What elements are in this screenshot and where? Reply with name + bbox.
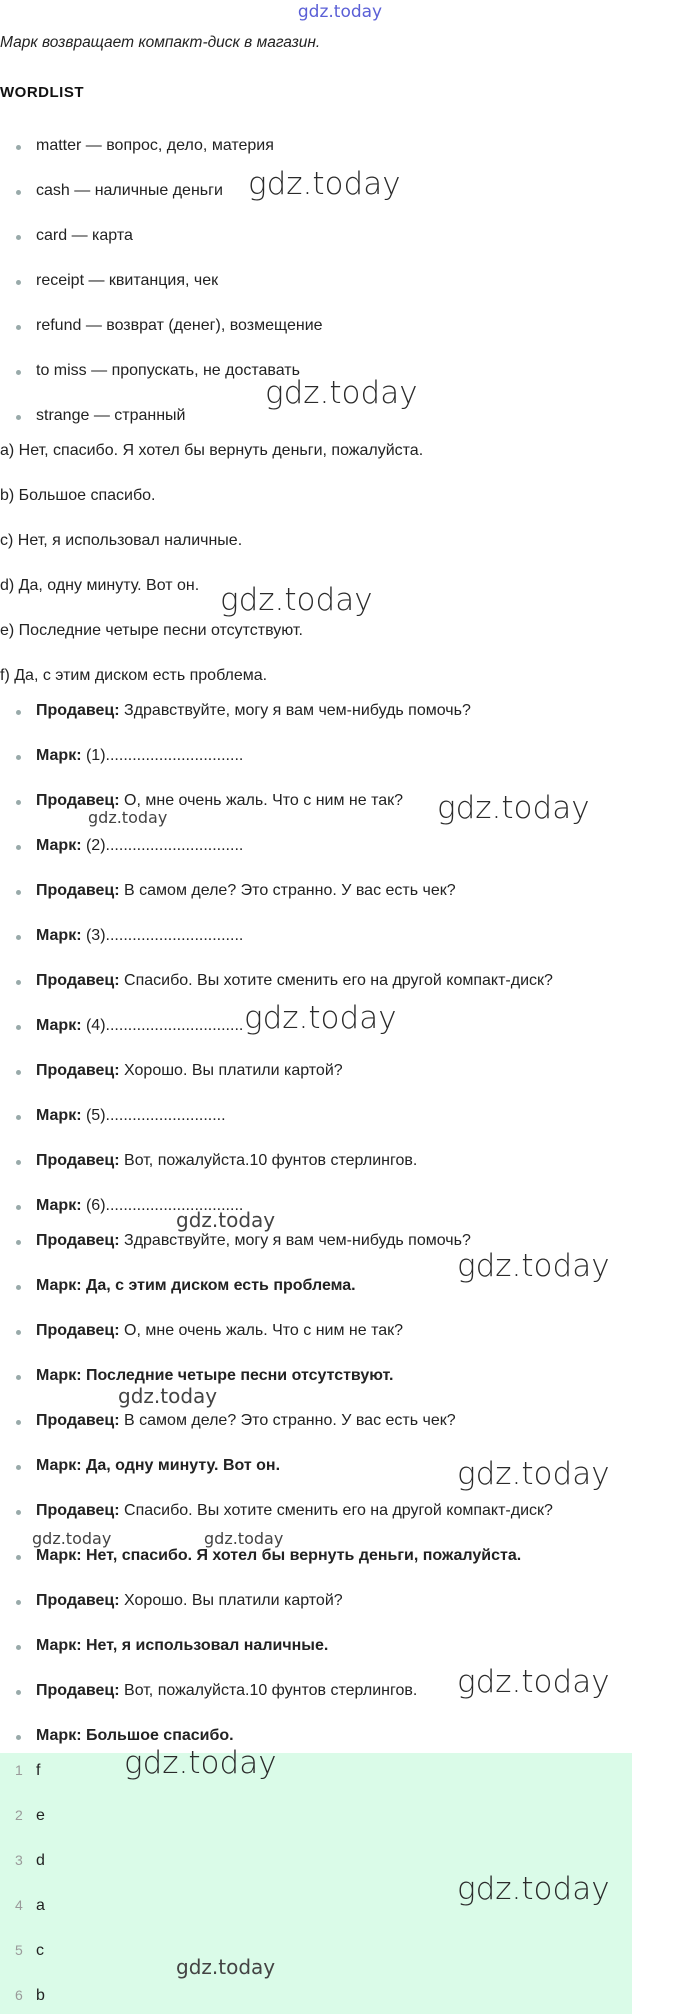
dialogue-line (0, 1232, 471, 1250)
dialogue-line (0, 1277, 356, 1295)
wordlist-item: matter — вопрос, дело, материя (0, 137, 274, 155)
dialogue-line (0, 1017, 243, 1035)
speaker: Марк: (36, 747, 82, 764)
option-d: d) Да, одну минуту. Вот он. (0, 577, 200, 594)
speaker: Марк: Да, одну минуту. Вот он. (36, 1457, 281, 1474)
wordlist-item: to miss — пропускать, не доставать (0, 362, 300, 380)
watermark: gdz.today (176, 1208, 276, 1232)
wordlist-title: WORDLIST (0, 84, 84, 101)
line-text: Хорошо. Вы платили картой? (119, 1062, 343, 1079)
watermark: gdz.today (265, 375, 418, 411)
dialogue-line (0, 1107, 226, 1125)
watermark: gdz.today (437, 790, 590, 826)
dialogue-line (0, 792, 403, 810)
answer-number: 2 (15, 1807, 23, 1823)
dialogue-line (0, 1197, 243, 1215)
answer-value: f (36, 1762, 41, 1779)
watermark: gdz.today (457, 1871, 610, 1907)
site-logo[interactable]: gdz.today (297, 2, 383, 22)
line-text: Спасибо. Вы хотите сменить его на другой компакт-диск? (119, 1502, 553, 1519)
dialogue-line (0, 1547, 521, 1565)
speaker: Продавец: (36, 882, 120, 899)
speaker: Марк: Большое спасибо. (36, 1727, 234, 1744)
watermark: gdz.today (32, 1529, 112, 1548)
watermark: gdz.today (248, 166, 401, 202)
line-text: Вот, пожалуйста.10 фунтов стерлингов. (119, 1682, 418, 1699)
line-text: (1)............................... (81, 747, 244, 764)
watermark: gdz.today (118, 1384, 218, 1408)
option-b: b) Большое спасибо. (0, 487, 156, 504)
speaker: Марк: Нет, я использовал наличные. (36, 1637, 329, 1654)
watermark: gdz.today (124, 1745, 277, 1781)
dialogue-line (0, 1592, 343, 1610)
line-text: Хорошо. Вы платили картой? (119, 1592, 343, 1609)
watermark: gdz.today (244, 1000, 397, 1036)
watermark: gdz.today (457, 1664, 610, 1700)
dialogue-line (0, 927, 243, 945)
line-text: В самом деле? Это странно. У вас есть чек? (119, 1412, 456, 1429)
wordlist-item: strange — странный (0, 407, 186, 425)
line-text: Здравствуйте, могу я вам чем-нибудь помочь? (119, 702, 471, 719)
dialogue-line (0, 972, 553, 990)
dialogue-line (0, 1457, 280, 1475)
speaker: Марк: Нет, спасибо. Я хотел бы вернуть деньги, пожалуйста. (36, 1547, 522, 1564)
speaker: Продавец: (36, 1592, 120, 1609)
dialogue-line (0, 837, 243, 855)
option-c: c) Нет, я использовал наличные. (0, 532, 243, 549)
dialogue-line (0, 1322, 403, 1340)
answer-number: 6 (15, 1987, 23, 2003)
wordlist-item: receipt — квитанция, чек (0, 272, 218, 290)
dialogue-line (0, 702, 471, 720)
speaker: Продавец: (36, 1322, 120, 1339)
dialogue-line (0, 1682, 417, 1700)
line-text: (2)............................... (81, 837, 244, 854)
answers-panel (0, 1753, 632, 2014)
line-text: О, мне очень жаль. Что с ним не так? (119, 1322, 404, 1339)
speaker: Продавец: (36, 792, 120, 809)
answer-value: e (36, 1807, 45, 1824)
speaker: Марк: (36, 1017, 82, 1034)
speaker: Продавец: (36, 1232, 120, 1249)
answer-number: 1 (15, 1762, 23, 1778)
answer-value: d (36, 1852, 45, 1869)
speaker: Продавец: (36, 1682, 120, 1699)
speaker: Марк: (36, 1107, 82, 1124)
speaker: Марк: (36, 927, 82, 944)
line-text: (4)............................... (81, 1017, 244, 1034)
watermark: gdz.today (88, 808, 168, 827)
dialogue-line (0, 1637, 328, 1655)
speaker: Продавец: (36, 972, 120, 989)
speaker: Продавец: (36, 1412, 120, 1429)
wordlist-item: card — карта (0, 227, 133, 245)
answer-number: 3 (15, 1852, 23, 1868)
option-e: e) Последние четыре песни отсутствуют. (0, 622, 303, 639)
watermark: gdz.today (220, 582, 373, 618)
watermark: gdz.today (176, 1955, 276, 1979)
answer-number: 5 (15, 1942, 23, 1958)
answer-number: 4 (15, 1897, 23, 1913)
answer-value: c (36, 1942, 44, 1959)
wordlist-item: cash — наличные деньги (0, 182, 223, 200)
line-text: (3)............................... (81, 927, 244, 944)
watermark: gdz.today (457, 1456, 610, 1492)
line-text: (6)............................... (81, 1197, 244, 1214)
speaker: Марк: Последние четыре песни отсутствуют. (36, 1367, 394, 1384)
dialogue-line (0, 1727, 234, 1745)
line-text: О, мне очень жаль. Что с ним не так? (119, 792, 404, 809)
answer-value: b (36, 1987, 45, 2004)
speaker: Марк: (36, 1197, 82, 1214)
watermark: gdz.today (457, 1248, 610, 1284)
dialogue-line (0, 1502, 553, 1520)
task-intro: Марк возвращает компакт-диск в магазин. (0, 34, 321, 51)
dialogue-line (0, 1062, 343, 1080)
speaker: Продавец: (36, 1152, 120, 1169)
speaker: Марк: Да, с этим диском есть проблема. (36, 1277, 356, 1294)
watermark: gdz.today (204, 1529, 284, 1548)
dialogue-line (0, 1367, 393, 1385)
option-a: a) Нет, спасибо. Я хотел бы вернуть деньги, пожалуйста. (0, 442, 424, 459)
wordlist-item: refund — возврат (денег), возмещение (0, 317, 323, 335)
dialogue-line (0, 1412, 456, 1430)
speaker: Продавец: (36, 702, 120, 719)
line-text: В самом деле? Это странно. У вас есть чек? (119, 882, 456, 899)
answer-value: a (36, 1897, 45, 1914)
line-text: (5)........................... (81, 1107, 226, 1124)
line-text: Спасибо. Вы хотите сменить его на другой компакт-диск? (119, 972, 553, 989)
speaker: Марк: (36, 837, 82, 854)
dialogue-line (0, 1152, 417, 1170)
line-text: Здравствуйте, могу я вам чем-нибудь помочь? (119, 1232, 471, 1249)
speaker: Продавец: (36, 1062, 120, 1079)
speaker: Продавец: (36, 1502, 120, 1519)
line-text: Вот, пожалуйста.10 фунтов стерлингов. (119, 1152, 418, 1169)
dialogue-line (0, 747, 243, 765)
dialogue-line (0, 882, 456, 900)
option-f: f) Да, с этим диском есть проблема. (0, 667, 268, 684)
